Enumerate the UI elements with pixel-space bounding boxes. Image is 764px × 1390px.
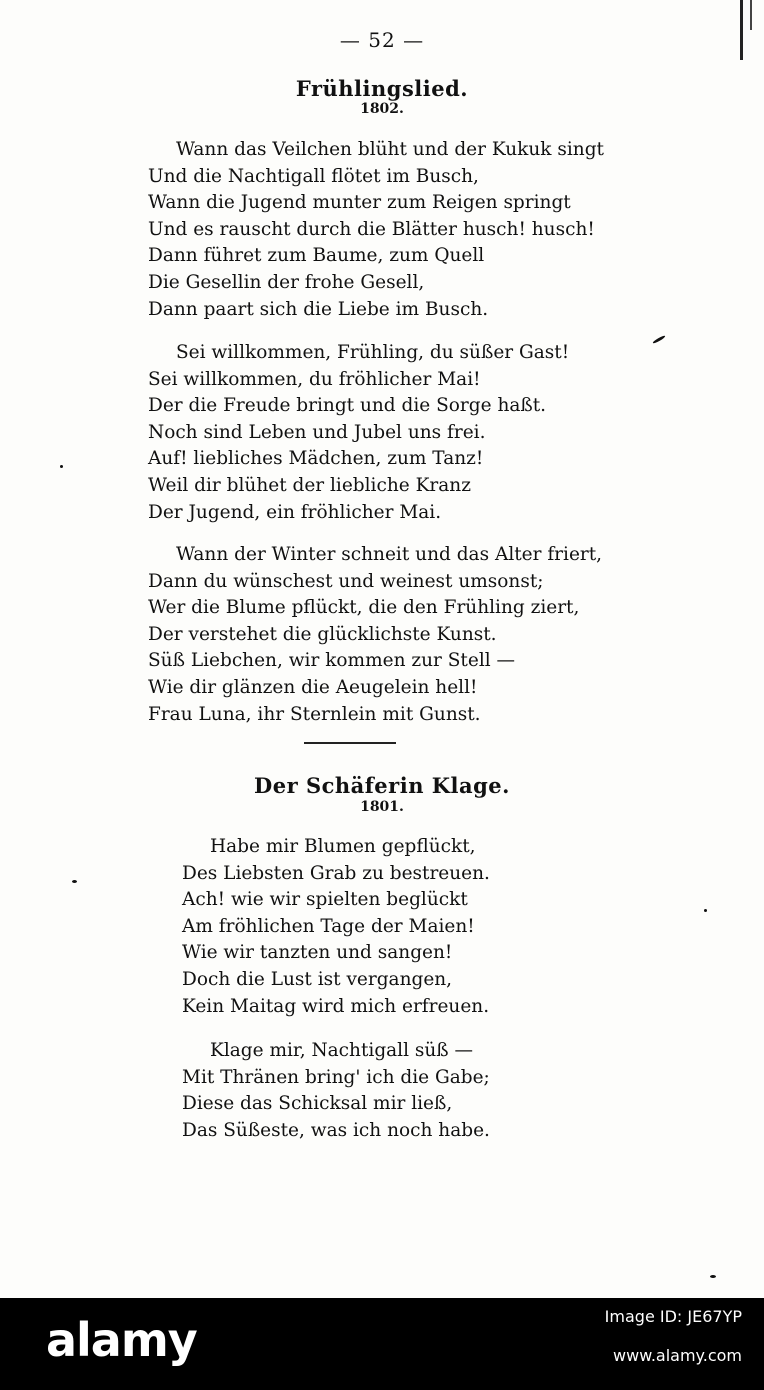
verse-line: Klage mir, Nachtigall süß — [210,1040,474,1061]
verse-line: Wie dir glänzen die Aeugelein hell! [148,676,478,698]
verse-line: Süß Liebchen, wir kommen zur Stell — [148,650,516,672]
section-divider [304,742,396,744]
verse-line: Der verstehet die glücklichste Kunst. [148,623,497,645]
scan-speck [710,1275,716,1278]
verse-line: Weil dir blühet der liebliche Kranz [148,474,471,496]
verse-line: Dann führet zum Baume, zum Quell [148,245,485,267]
poem-year: 1801. [360,799,404,815]
image-id: Image ID: JE67YP [604,1307,742,1326]
verse-line: Diese das Schicksal mir ließ, [182,1093,453,1115]
verse-line: Auf! liebliches Mädchen, zum Tanz! [148,448,484,470]
verse-line: Frau Luna, ihr Sternlein mit Gunst. [148,703,481,725]
stanza [182,834,490,1020]
stanza [148,137,604,323]
verse-line: Kein Maitag wird mich erfreuen. [182,995,490,1017]
stanza [148,340,569,526]
stanza [182,1038,490,1144]
poem-year: 1802. [360,101,404,117]
verse-line: Des Liebsten Grab zu bestreuen. [182,862,490,884]
verse-line: Mit Thränen bring' ich die Gabe; [182,1066,490,1088]
verse-line: Die Gesellin der frohe Gesell, [148,271,425,293]
scan-speck [72,880,77,883]
verse-line: Wann die Jugend munter zum Reigen springt [148,192,571,214]
stanza [148,542,602,728]
verse-line: Ach! wie wir spielten beglückt [182,889,468,911]
stock-logo: alamy [46,1313,197,1367]
scan-speck [704,909,707,912]
verse-line: Wer die Blume pflückt, die den Frühling ziert, [148,597,580,619]
verse-line: Der Jugend, ein fröhlicher Mai. [148,501,442,523]
verse-line: Wie wir tanzten und sangen! [182,942,453,964]
poem-title: Frühlingslied. [295,76,469,101]
verse-line: Wann das Veilchen blüht und der Kukuk singt [176,139,604,160]
verse-line: Habe mir Blumen gepflückt, [210,836,476,857]
stock-url: www.alamy.com [613,1346,742,1365]
page-number: — 52 — [339,28,425,52]
verse-line: Das Süßeste, was ich noch habe. [182,1119,490,1141]
verse-line: Und es rauscht durch die Blätter husch! husch! [148,218,595,240]
verse-line: Am fröhlichen Tage der Maien! [182,915,475,937]
verse-line: Noch sind Leben und Jubel uns frei. [148,421,486,443]
verse-line: Wann der Winter schneit und das Alter friert, [176,544,603,565]
verse-line: Und die Nachtigall flötet im Busch, [148,165,479,187]
verse-line: Sei willkommen, Frühling, du süßer Gast! [176,342,570,363]
page-edge-shadow [750,0,752,30]
verse-line: Dann du wünschest und weinest umsonst; [148,570,544,592]
poem-title: Der Schäferin Klage. [254,773,510,798]
verse-line: Der die Freude bringt und die Sorge haßt. [148,395,547,417]
verse-line: Sei willkommen, du fröhlicher Mai! [148,368,481,390]
scan-speck [652,335,666,345]
scan-speck [60,465,63,468]
verse-line: Dann paart sich die Liebe im Busch. [148,298,489,320]
verse-line: Doch die Lust ist vergangen, [182,968,453,990]
